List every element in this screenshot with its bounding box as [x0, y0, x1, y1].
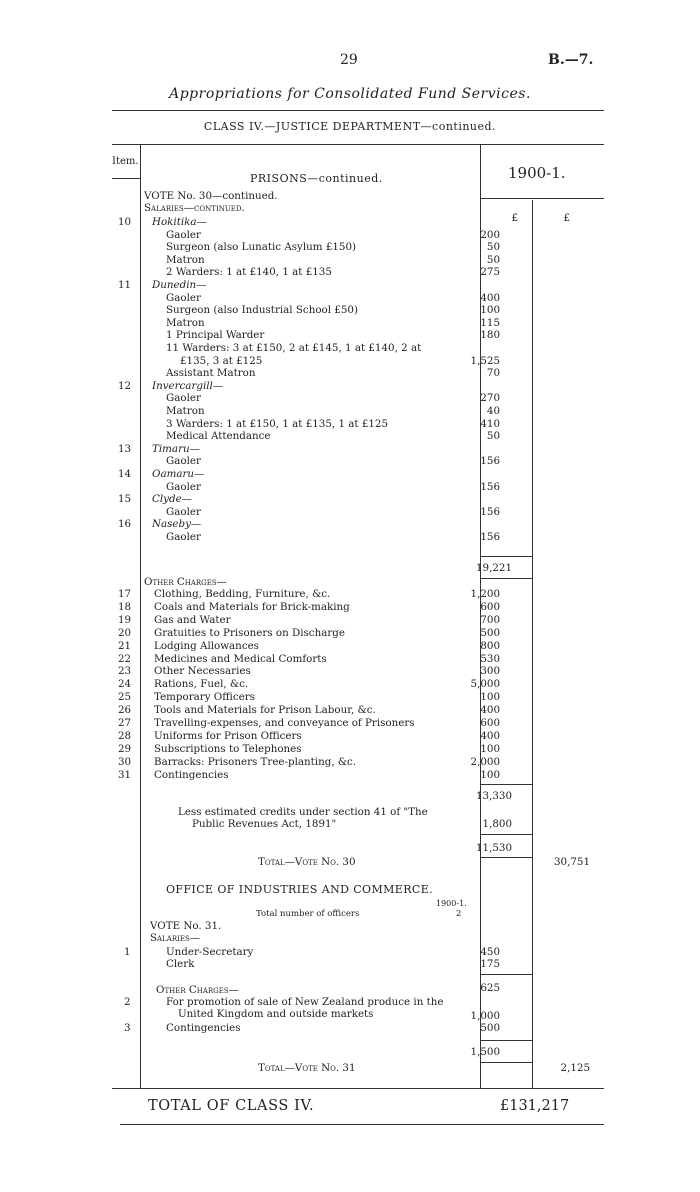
vote-30-heading: VOTE No. 30—continued.: [144, 190, 278, 202]
item-number: 24: [118, 678, 132, 691]
line-label: Matron: [166, 253, 205, 266]
item-number: 19: [118, 613, 132, 626]
net-charges-rule-2: [480, 857, 532, 858]
charge-label: Lodging Allowances: [154, 639, 259, 652]
charge-amount: 400: [480, 729, 500, 742]
currency-symbol-total: £: [563, 212, 570, 224]
charge-label: Medicines and Medical Comforts: [154, 652, 327, 665]
line-label: Gaoler: [166, 480, 201, 493]
line-amount: 100: [480, 304, 500, 317]
line-amount: 115: [480, 316, 500, 329]
year-heading-rule: [480, 198, 604, 199]
item-number: 25: [118, 691, 132, 704]
item-number: 15: [118, 493, 132, 506]
total-vote-31: 2,125: [560, 1062, 590, 1074]
line-label: Under-Secretary: [166, 946, 254, 958]
item-number: 18: [118, 600, 132, 613]
line-amount: 175: [480, 958, 500, 970]
line-label: 11 Warders: 3 at £150, 2 at £145, 1 at £140, 2 at: [166, 342, 422, 354]
line-label: Gaoler: [166, 455, 201, 468]
vote-31-heading: VOTE No. 31.: [150, 920, 222, 932]
line-label: Gaoler: [166, 228, 201, 241]
line-label: Gaoler: [166, 531, 201, 543]
office-year: 1900-1.: [436, 899, 467, 908]
line-label: Gaoler: [166, 291, 201, 304]
line-amount: 450: [480, 946, 500, 958]
office-heading: OFFICE OF INDUSTRIES AND COMMERCE.: [166, 883, 434, 896]
line-label: Surgeon (also Industrial School £50): [166, 304, 358, 317]
salaries-heading: Salaries—continued.: [144, 202, 245, 214]
charge-amount: 600: [480, 717, 500, 729]
charge-amount: 100: [480, 768, 500, 781]
line-label: Assistant Matron: [166, 367, 256, 380]
line-label: Surgeon (also Lunatic Asylum £150): [166, 241, 357, 254]
item-number: 21: [118, 639, 132, 652]
item-number: 17: [118, 588, 132, 600]
charge-label: Gratuities to Prisoners on Discharge: [154, 626, 345, 639]
charge-31-line-1: For promotion of sale of New Zealand produce in the: [166, 996, 444, 1008]
item-number: 20: [118, 626, 132, 639]
total-vote-31-label: Total—Vote No. 31: [258, 1062, 356, 1074]
officers-count: 2: [456, 909, 462, 919]
charge-label: Temporary Officers: [154, 691, 255, 704]
total-vote-30-label: Total—Vote No. 30: [258, 856, 356, 868]
line-label: Matron: [166, 405, 205, 417]
item-number: 16: [118, 518, 132, 531]
line-amount: 156: [480, 505, 500, 518]
charge-31-line-2: United Kingdom and outside markets: [178, 1008, 374, 1020]
line-amount: 410: [480, 417, 500, 430]
table-bottom-rule: [112, 1088, 604, 1089]
item-number: 28: [118, 729, 132, 742]
charge-label: Uniforms for Prison Officers: [154, 729, 302, 742]
item-number: 31: [118, 768, 132, 781]
item-number: 1: [124, 946, 131, 958]
other-charges-31-heading: Other Charges—: [156, 984, 239, 996]
item-number: 3: [124, 1022, 131, 1034]
line-label: Medical Attendance: [166, 430, 271, 443]
item-number: 29: [118, 742, 132, 755]
charge-amount: 5,000: [470, 678, 500, 691]
item-number: 27: [118, 717, 132, 729]
prison-name: Invercargill—: [152, 379, 224, 392]
net-charges-rule: [480, 834, 532, 835]
item-number: 10: [118, 216, 132, 228]
item-number: 11: [118, 279, 132, 291]
charge-label: Barracks: Prisoners Tree-planting, &c.: [154, 755, 357, 768]
line-amount: 275: [480, 266, 500, 279]
charge-amount: 700: [480, 613, 500, 626]
charge-amount: 530: [480, 652, 500, 665]
prison-name: Timaru—: [152, 442, 200, 455]
other-charges-heading: Other Charges—: [144, 576, 227, 588]
item-number: 30: [118, 755, 132, 768]
salaries-31-heading: Salaries—: [150, 932, 201, 944]
line-amount: 50: [486, 253, 500, 266]
charge-amount: 1,200: [470, 588, 500, 600]
charge-label: Coals and Materials for Brick-making: [154, 600, 350, 613]
total-vote-30: 30,751: [553, 856, 590, 868]
net-charges: 11,530: [475, 842, 512, 854]
class-total-amount: £131,217: [500, 1098, 570, 1114]
charge-amount: 300: [480, 665, 500, 678]
charge-amount: 100: [480, 691, 500, 704]
credits-line-1: Less estimated credits under section 41 of "The: [178, 806, 428, 818]
section-heading: PRISONS—continued.: [250, 172, 383, 185]
prison-name: Hokitika—: [152, 216, 207, 228]
item-number: 26: [118, 704, 132, 717]
line-label: 1 Principal Warder: [166, 329, 265, 342]
line-amount: 156: [480, 480, 500, 493]
charge-31-amount: 1,000: [470, 1010, 500, 1022]
salaries-31-rule: [480, 974, 532, 975]
prison-name: Clyde—: [152, 493, 192, 506]
line-amount: 70: [486, 367, 500, 380]
total-column-rule: [532, 200, 533, 1088]
table-top-rule: [112, 144, 604, 145]
item-number: 12: [118, 379, 132, 392]
line-amount: 156: [480, 531, 500, 543]
item-column-rule: [140, 144, 141, 1088]
charges-subtotal-rule: [480, 784, 532, 785]
line-label: Gaoler: [166, 505, 201, 518]
charge-label: Rations, Fuel, &c.: [154, 678, 249, 691]
item-number: 14: [118, 468, 132, 480]
line-amount: 1,525: [470, 354, 500, 367]
charge-label: Travelling-expenses, and conveyance of Prisoners: [154, 717, 415, 729]
charge-amount: 600: [480, 600, 500, 613]
charge-amount: 100: [480, 742, 500, 755]
title-rule: [112, 110, 604, 111]
charges-31-rule-2: [480, 1062, 532, 1063]
line-amount: 50: [486, 430, 500, 443]
footer-rule: [120, 1124, 604, 1125]
charges-31-subtotal: 1,500: [470, 1046, 500, 1058]
officers-label: Total number of officers: [256, 909, 360, 919]
prison-name: Oamaru—: [152, 468, 205, 480]
item-number: 23: [118, 665, 132, 678]
year-heading: 1900-1.: [508, 164, 566, 182]
line-label: 3 Warders: 1 at £150, 1 at £135, 1 at £125: [166, 417, 389, 430]
charge-label: Tools and Materials for Prison Labour, &c.: [154, 704, 376, 717]
line-label: £135, 3 at £125: [180, 354, 263, 367]
class-total-label: TOTAL OF CLASS IV.: [148, 1098, 315, 1114]
item-number: 2: [124, 996, 131, 1008]
item-number: 22: [118, 652, 132, 665]
line-label: Clerk: [166, 958, 195, 970]
document-reference: B.—7.: [548, 52, 594, 68]
charge-label: Contingencies: [154, 768, 229, 781]
prison-name: Naseby—: [152, 518, 202, 531]
line-amount: 400: [480, 291, 500, 304]
charge-amount: 500: [480, 626, 500, 639]
item-number: 13: [118, 442, 132, 455]
charges-31-rule: [480, 1040, 532, 1041]
line-amount: 500: [480, 1022, 500, 1034]
line-amount: 50: [486, 241, 500, 254]
charge-amount: 800: [480, 639, 500, 652]
credits-line-2: Public Revenues Act, 1891": [192, 818, 337, 830]
line-label: Matron: [166, 316, 205, 329]
charge-amount: 400: [480, 704, 500, 717]
line-label: 2 Warders: 1 at £140, 1 at £135: [166, 266, 332, 279]
line-amount: 156: [480, 455, 500, 468]
credits-amount: 1,800: [482, 818, 512, 830]
salaries-subtotal-rule: [480, 556, 532, 557]
item-heading: Item.: [112, 156, 139, 167]
line-amount: 180: [480, 329, 500, 342]
line-amount: 200: [480, 228, 500, 241]
currency-symbol: £: [511, 212, 518, 224]
line-amount: 40: [486, 405, 500, 417]
charge-label: Clothing, Bedding, Furniture, &c.: [154, 588, 331, 600]
line-amount: 270: [480, 392, 500, 405]
line-label: Gaoler: [166, 392, 201, 405]
class-heading: CLASS IV.—JUSTICE DEPARTMENT—continued.: [203, 120, 497, 133]
salaries-subtotal-rule-2: [480, 578, 532, 579]
salaries-31-subtotal: 625: [480, 982, 500, 994]
charge-label: Subscriptions to Telephones: [154, 742, 302, 755]
prison-name: Dunedin—: [152, 279, 207, 291]
line-label: Contingencies: [166, 1022, 241, 1034]
salaries-subtotal: 19,221: [475, 562, 512, 574]
item-heading-rule: [112, 178, 140, 179]
page-title: Appropriations for Consolidated Fund Services.: [169, 86, 531, 102]
charges-subtotal: 13,330: [475, 790, 512, 802]
page-number: 29: [340, 52, 358, 68]
charge-amount: 2,000: [470, 755, 500, 768]
charge-label: Other Necessaries: [154, 665, 251, 678]
charge-label: Gas and Water: [154, 613, 231, 626]
